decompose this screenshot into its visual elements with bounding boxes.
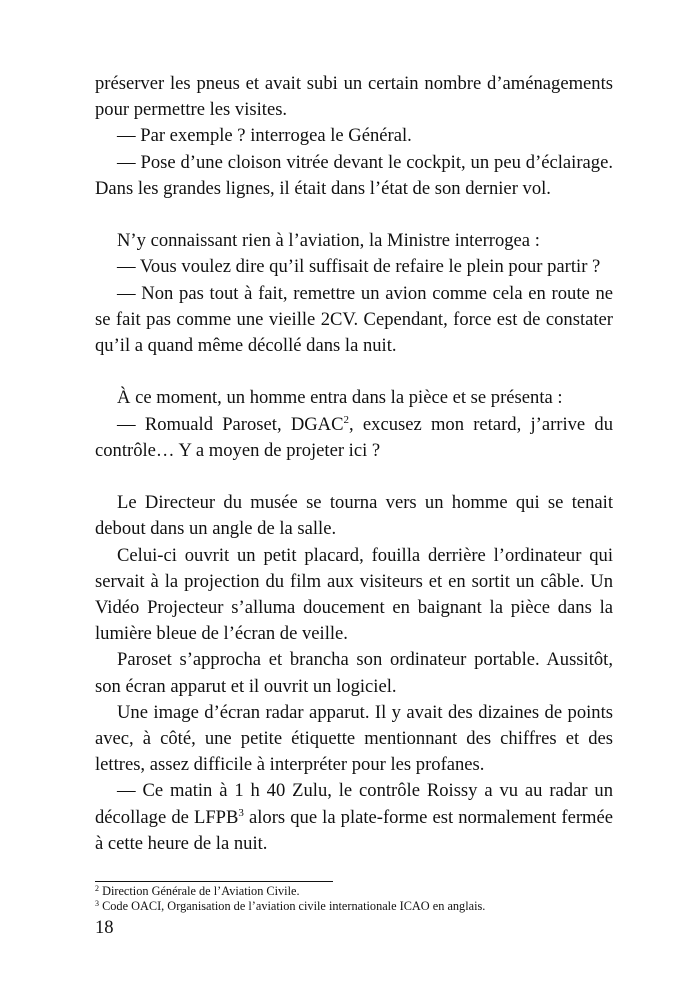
body-text <box>95 71 613 857</box>
paragraph: Paroset s’approcha et brancha son ordinateur portable. Aussitôt, son écran apparut et il ouvrit un logiciel. <box>95 649 613 697</box>
footnote-ref[interactable]: 2 <box>343 413 350 426</box>
paragraph: — Par exemple ? interrogea le Général. <box>117 125 412 147</box>
paragraph-text: , excusez mon retard, j’arrive du contrôle… Y a moyen de projeter ici ? <box>95 413 613 461</box>
paragraph <box>95 412 613 464</box>
paragraph-text: — Romuald Paroset, DGAC <box>117 413 344 435</box>
footnote-marker: 3 <box>95 899 99 908</box>
page-number: 18 <box>95 917 114 938</box>
paragraph: Une image d’écran radar apparut. Il y avait des dizaines de points avec, à côté, une petite étiquette mentionnant des chiffres et des lettres, assez difficile à interpréter pour les profanes. <box>95 701 613 776</box>
footnote-ref[interactable]: 3 <box>238 806 244 819</box>
paragraph: N’y connaissant rien à l’aviation, la Ministre interrogea : <box>117 230 540 252</box>
footnotes <box>95 884 615 914</box>
paragraph <box>95 778 613 857</box>
paragraph: — Vous voulez dire qu’il suffisait de refaire le plein pour partir ? <box>117 256 601 278</box>
paragraph: — Pose d’une cloison vitrée devant le cockpit, un peu d’éclairage. Dans les grandes lignes, il était dans l’état de son dernier vol. <box>95 151 613 199</box>
footnote-rule <box>95 881 333 882</box>
section-break <box>95 359 613 385</box>
footnote <box>95 884 615 899</box>
footnote-text: Direction Générale de l’Aviation Civile. <box>99 884 300 898</box>
section-break <box>95 464 613 490</box>
paragraph: Le Directeur du musée se tourna vers un homme qui se tenait debout dans un angle de la salle. <box>95 492 613 540</box>
paragraph-text: — Ce matin à 1 h 40 Zulu, le contrôle Roissy a vu au radar un décollage de LFPB <box>95 780 613 828</box>
paragraph: préserver les pneus et avait subi un certain nombre d’aménagements pour permettre les visites. <box>95 73 613 121</box>
footnote-text: Code OACI, Organisation de l’aviation civile internationale ICAO en anglais. <box>99 899 486 913</box>
paragraph-text: alors que la plate-forme est normalement fermée à cette heure de la nuit. <box>95 806 613 854</box>
paragraph: Celui-ci ouvrit un petit placard, fouilla derrière l’ordinateur qui servait à la projection du film aux visiteurs et en sortit un câble. Un Vidéo Projecteur s’alluma doucement en baignant la pièce dans la lumière bleue de l’écran de veille. <box>95 544 613 645</box>
paragraph: — Non pas tout à fait, remettre un avion comme cela en route ne se fait pas comme une vieille 2CV. Cependant, force est de constater qu’il a quand même décollé dans la nuit. <box>95 282 613 357</box>
section-break <box>95 202 613 228</box>
paragraph: À ce moment, un homme entra dans la pièce et se présenta : <box>117 387 563 409</box>
footnote-marker: 2 <box>95 884 99 893</box>
footnote <box>95 899 615 914</box>
